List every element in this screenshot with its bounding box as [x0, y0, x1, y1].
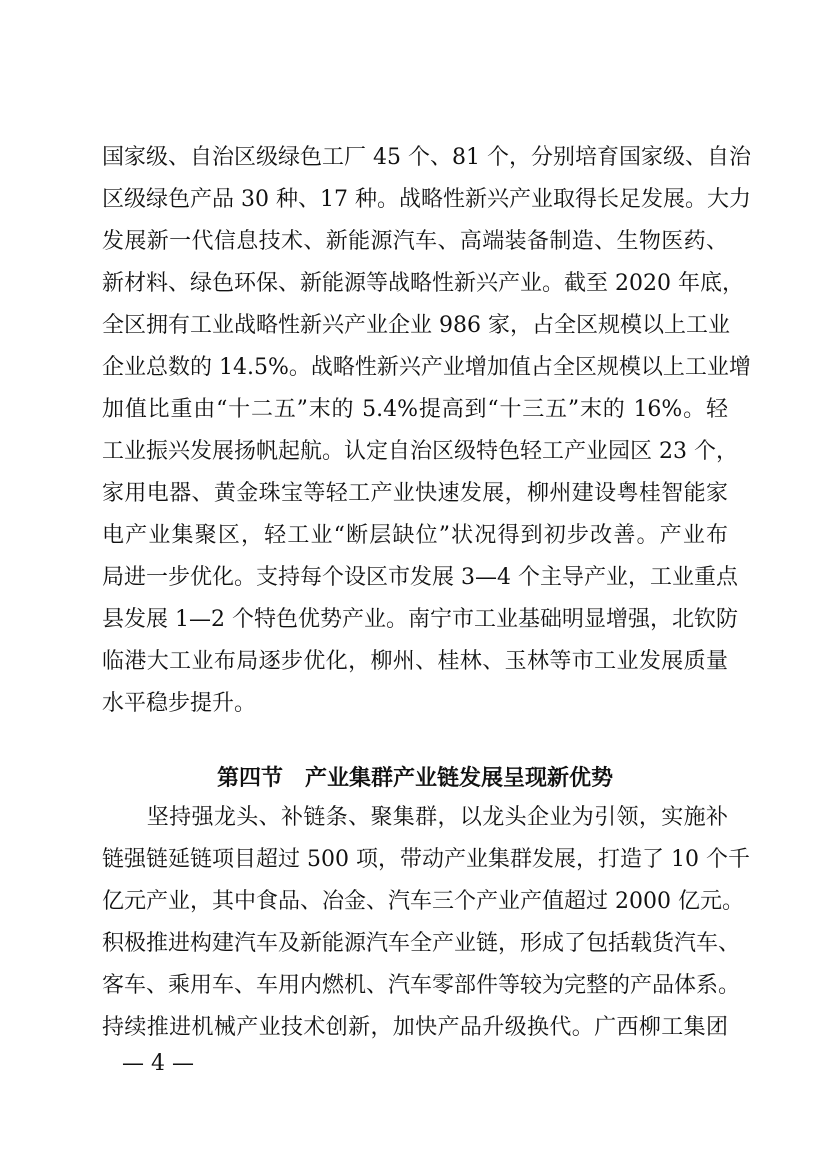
- page-number: — 4 —: [122, 1051, 194, 1076]
- text-line: 临港大工业布局逐步优化，柳州、桂林、玉林等市工业发展质量: [102, 649, 728, 674]
- text-line: 发展新一代信息技术、新能源汽车、高端装备制造、生物医药、: [102, 229, 728, 254]
- text-line: 水平稳步提升。: [102, 691, 257, 716]
- text-line: 电产业集聚区，轻工业“断层缺位”状况得到初步改善。产业布: [102, 523, 728, 548]
- text-line: 积极推进构建汽车及新能源汽车全产业链，形成了包括载货汽车、: [102, 931, 741, 956]
- text-line: 企业总数的 14.5%。战略性新兴产业增加值占全区规模以上工业增: [102, 355, 751, 380]
- text-line: 区级绿色产品 30 种、17 种。战略性新兴产业取得长足发展。大力: [102, 187, 751, 212]
- text-line: 链强链延链项目超过 500 项，带动产业集群发展，打造了 10 个千: [102, 847, 750, 872]
- text-line: 家用电器、黄金珠宝等轻工产业快速发展，柳州建设粤桂智能家: [102, 481, 728, 506]
- text-line: 新材料、绿色环保、新能源等战略性新兴产业。截至 2020 年底，: [102, 271, 744, 296]
- text-line: 工业振兴发展扬帆起航。认定自治区级特色轻工产业园区 23 个，: [102, 439, 738, 464]
- text-line: 客车、乘用车、车用内燃机、汽车零部件等较为完整的产品体系。: [102, 973, 741, 998]
- text-line: 全区拥有工业战略性新兴产业企业 986 家，占全区规模以上工业: [102, 313, 730, 338]
- text-line: 县发展 1—2 个特色优势产业。南宁市工业基础明显增强，北钦防: [102, 607, 738, 632]
- text-line: 亿元产业，其中食品、冶金、汽车三个产业产值超过 2000 亿元。: [102, 889, 744, 914]
- text-line: 局进一步优化。支持每个设区市发展 3—4 个主导产业，工业重点: [102, 565, 738, 590]
- text-line: 国家级、自治区级绿色工厂 45 个、81 个，分别培育国家级、自治: [102, 145, 751, 170]
- text-line: 持续推进机械产业技术创新，加快产品升级换代。广西柳工集团: [102, 1015, 728, 1040]
- text-line: 加值比重由“十二五”末的 5.4%提高到“十三五”末的 16%。轻: [102, 397, 728, 422]
- text-line: 坚持强龙头、补链条、聚集群，以龙头企业为引领，实施补: [102, 805, 728, 830]
- section-heading: 第四节 产业集群产业链发展呈现新优势: [216, 765, 613, 791]
